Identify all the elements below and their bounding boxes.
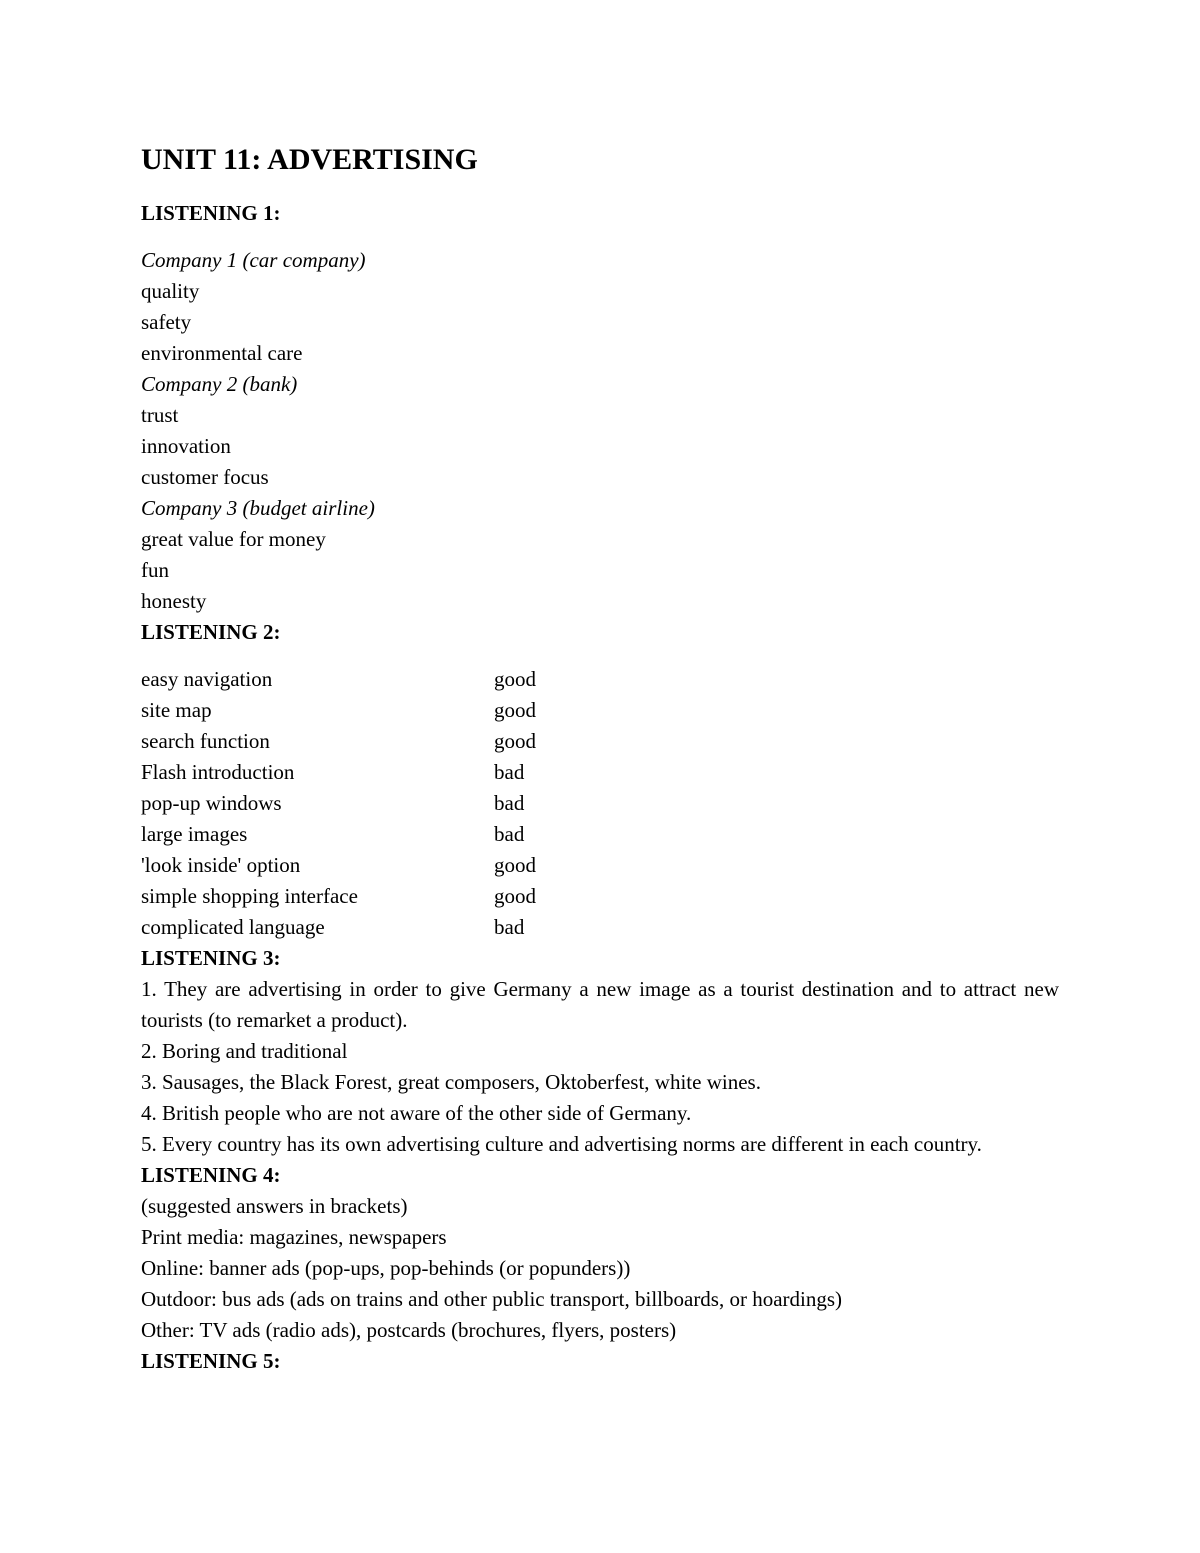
list-item: innovation <box>141 434 231 458</box>
list-item: trust <box>141 403 179 427</box>
answer-item: 1. They are advertising in order to give Germany a new image as a tourist destination and to attract new tourists (to remarket a product). <box>141 977 1059 1032</box>
feature-term: large images <box>141 822 248 846</box>
company-name: Company 1 (car company) <box>141 248 366 272</box>
feature-term: 'look inside' option <box>141 853 301 877</box>
answer-item: (suggested answers in brackets) <box>141 1194 408 1218</box>
page-title: UNIT 11: ADVERTISING <box>141 143 478 176</box>
table-row <box>141 788 1059 819</box>
table-row <box>141 881 1059 912</box>
answer-item: Online: banner ads (pop-ups, pop-behinds (or popunders)) <box>141 1256 631 1280</box>
answer-item: 5. Every country has its own advertising culture and advertising norms are different in each country. <box>141 1132 982 1156</box>
answer-item: Outdoor: bus ads (ads on trains and other public transport, billboards, or hoardings) <box>141 1287 843 1311</box>
table-row <box>141 912 1059 943</box>
feature-term: pop-up windows <box>141 791 282 815</box>
feature-term: search function <box>141 729 270 753</box>
feature-term: Flash introduction <box>141 760 295 784</box>
listening-4-section <box>141 1191 1059 1346</box>
answer-item: 3. Sausages, the Black Forest, great composers, Oktoberfest, white wines. <box>141 1070 761 1094</box>
feature-rating: good <box>494 729 536 753</box>
document-page <box>141 140 1059 1377</box>
feature-rating: bad <box>494 915 525 939</box>
listening-2-heading: LISTENING 2: <box>141 620 281 644</box>
table-row <box>141 695 1059 726</box>
list-item: quality <box>141 279 200 303</box>
list-item: great value for money <box>141 527 326 551</box>
company-name: Company 2 (bank) <box>141 372 298 396</box>
feature-rating: bad <box>494 760 525 784</box>
feature-rating: good <box>494 853 536 877</box>
answer-item: Print media: magazines, newspapers <box>141 1225 447 1249</box>
feature-term: site map <box>141 698 212 722</box>
company-name: Company 3 (budget airline) <box>141 496 375 520</box>
feature-rating: good <box>494 667 536 691</box>
listening-3-section <box>141 974 1059 1160</box>
listening-2-table <box>141 664 1059 943</box>
answer-item: Other: TV ads (radio ads), postcards (brochures, flyers, posters) <box>141 1318 677 1342</box>
feature-rating: bad <box>494 822 525 846</box>
answer-item: 4. British people who are not aware of the other side of Germany. <box>141 1101 692 1125</box>
feature-rating: good <box>494 698 536 722</box>
feature-rating: good <box>494 884 536 908</box>
feature-rating: bad <box>494 791 525 815</box>
list-item: customer focus <box>141 465 269 489</box>
listening-4-heading: LISTENING 4: <box>141 1163 281 1187</box>
listening-5-heading: LISTENING 5: <box>141 1349 281 1373</box>
table-row <box>141 664 1059 695</box>
table-row <box>141 850 1059 881</box>
list-item: honesty <box>141 589 207 613</box>
list-item: fun <box>141 558 169 582</box>
list-item: environmental care <box>141 341 303 365</box>
listening-1-heading: LISTENING 1: <box>141 201 281 225</box>
feature-term: simple shopping interface <box>141 884 358 908</box>
listening-3-heading: LISTENING 3: <box>141 946 281 970</box>
answer-item: 2. Boring and traditional <box>141 1039 348 1063</box>
table-row <box>141 726 1059 757</box>
feature-term: easy navigation <box>141 667 273 691</box>
list-item: safety <box>141 310 192 334</box>
table-row <box>141 819 1059 850</box>
feature-term: complicated language <box>141 915 325 939</box>
table-row <box>141 757 1059 788</box>
listening-1-section <box>141 245 1059 617</box>
